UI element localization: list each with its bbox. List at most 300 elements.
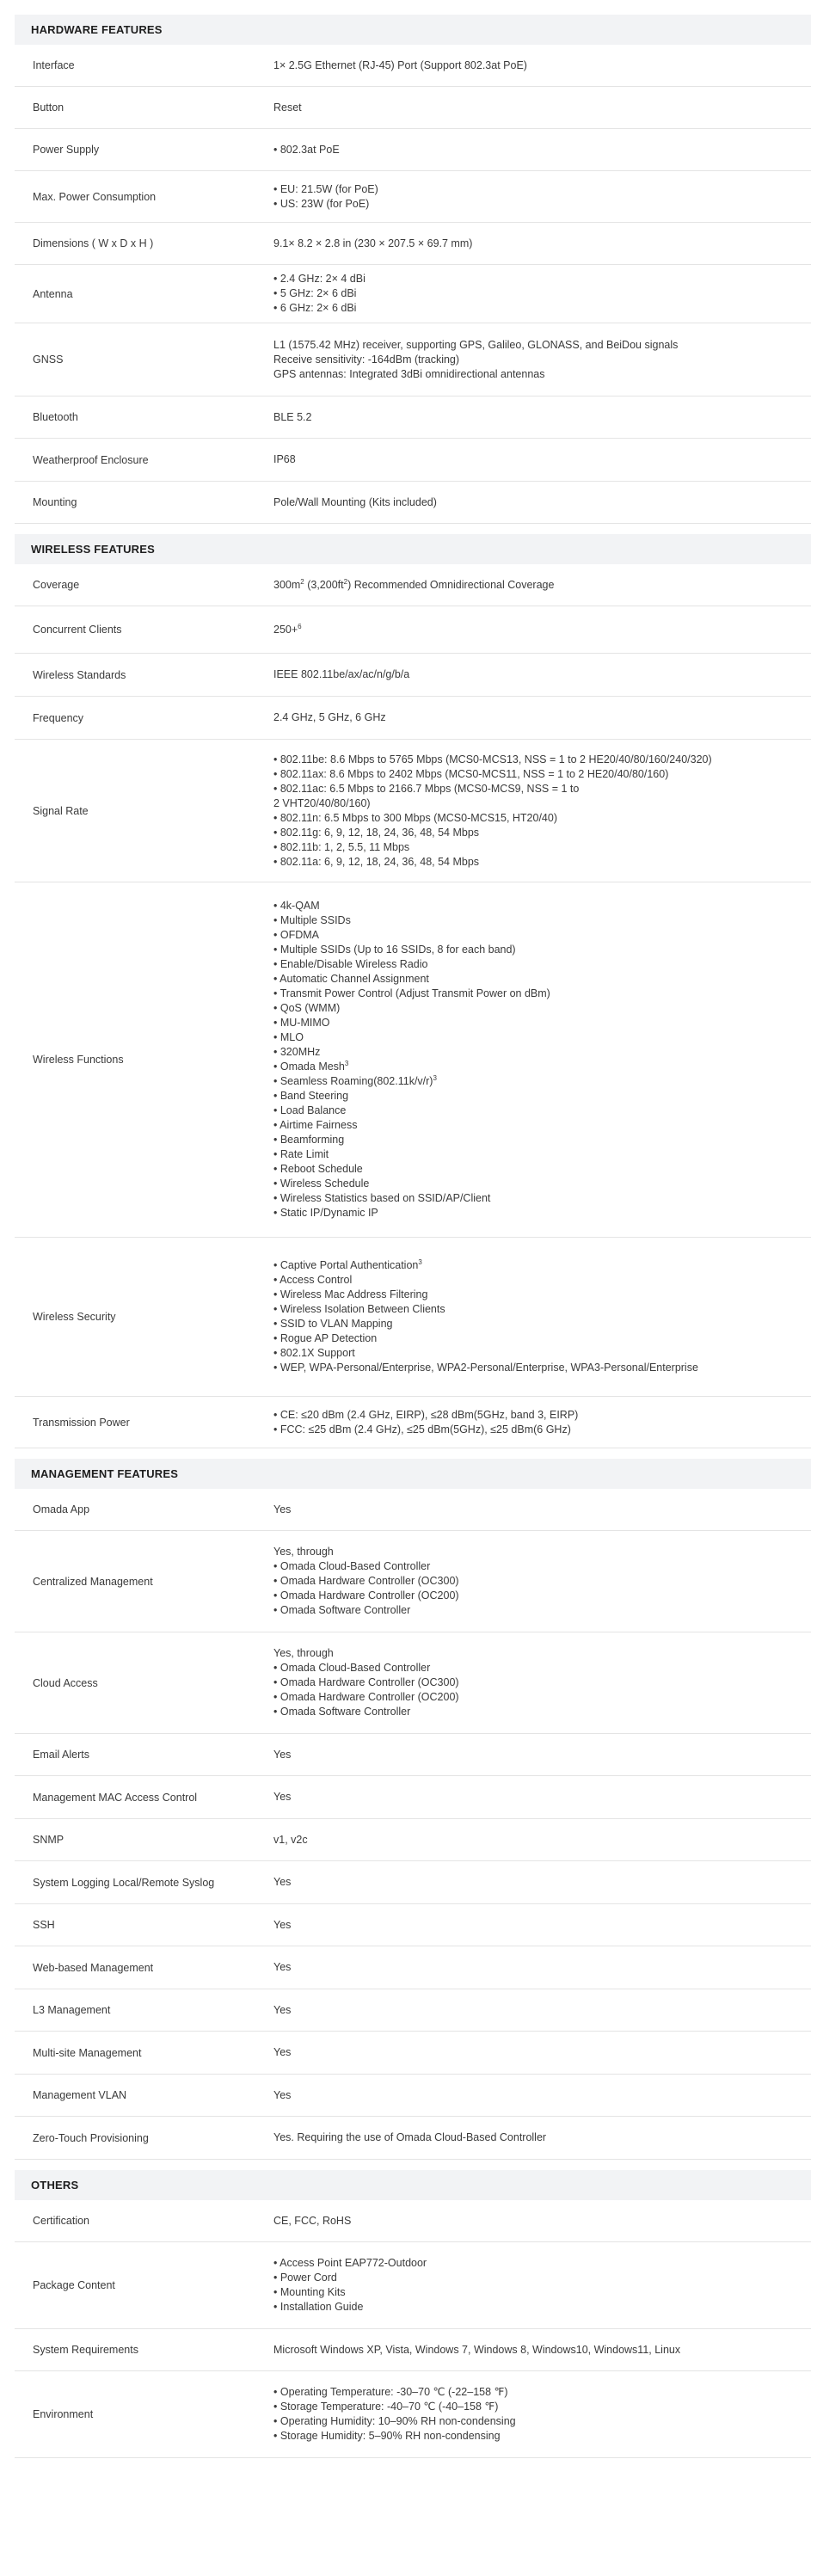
spec-value xyxy=(273,753,811,870)
spec-value-line xyxy=(273,1206,794,1220)
spec-text: Yes xyxy=(273,1791,292,1803)
spec-row-transmission-power xyxy=(15,1397,811,1448)
spec-row-power-supply xyxy=(15,129,811,171)
spec-label: Weatherproof Enclosure xyxy=(33,453,149,466)
spec-value-line xyxy=(273,2088,794,2103)
spec-row-wireless-standards xyxy=(15,654,811,697)
spec-text: • Seamless Roaming(802.11k/v/r) xyxy=(273,1075,433,1087)
spec-row-max-power-consumption xyxy=(15,171,811,223)
spec-row-zero-touch-provisioning xyxy=(15,2117,811,2160)
spec-text: • Wireless Schedule xyxy=(273,1177,370,1190)
spec-value xyxy=(273,2385,811,2444)
spec-text: • Operating Temperature: -30–70 ℃ (-22–158 ℉) xyxy=(273,2386,508,2398)
spec-text: • 320MHz xyxy=(273,1046,321,1058)
spec-value-line xyxy=(273,1133,794,1147)
spec-value xyxy=(273,623,811,637)
spec-value-line xyxy=(273,782,794,796)
spec-value-line xyxy=(273,943,794,957)
spec-text: BLE 5.2 xyxy=(273,410,312,423)
spec-value-line xyxy=(273,338,794,353)
spec-value xyxy=(273,1790,811,1804)
spec-value-line xyxy=(273,1748,794,1762)
spec-value xyxy=(273,2130,811,2145)
footnote-marker: 3 xyxy=(418,1257,422,1266)
spec-value-line xyxy=(273,182,794,197)
spec-value xyxy=(273,1960,811,1975)
spec-text: 2.4 GHz, 5 GHz, 6 GHz xyxy=(273,711,386,723)
spec-value xyxy=(273,237,811,251)
spec-value-line xyxy=(273,1559,794,1574)
spec-text: • 2.4 GHz: 2× 4 dBi xyxy=(273,273,366,285)
spec-value-line xyxy=(273,928,794,943)
spec-text: • Rogue AP Detection xyxy=(273,1332,378,1344)
spec-value-line xyxy=(273,1074,794,1089)
spec-label: Multi-site Management xyxy=(33,2046,142,2059)
spec-value-line xyxy=(273,1408,794,1423)
spec-row-certification xyxy=(15,2200,811,2242)
spec-value-line xyxy=(273,578,794,593)
spec-text: • Beamforming xyxy=(273,1134,345,1146)
spec-label: Concurrent Clients xyxy=(33,624,122,636)
spec-row-snmp xyxy=(15,1819,811,1861)
spec-value-line xyxy=(273,1001,794,1016)
spec-value-line xyxy=(273,1661,794,1675)
spec-label: Management VLAN xyxy=(33,2089,127,2101)
spec-text: • Load Balance xyxy=(273,1104,347,1116)
spec-text: • 6 GHz: 2× 6 dBi xyxy=(273,302,357,314)
spec-text: 9.1× 8.2 × 2.8 in (230 × 207.5 × 69.7 mm) xyxy=(273,237,473,249)
spec-text: • Wireless Statistics based on SSID/AP/Client xyxy=(273,1192,491,1204)
spec-row-web-based-management xyxy=(15,1946,811,1989)
spec-label: L3 Management xyxy=(33,2004,111,2016)
spec-label: Environment xyxy=(33,2408,94,2420)
spec-row-omada-app xyxy=(15,1489,811,1531)
spec-label: GNSS xyxy=(33,354,64,366)
spec-text: • Omada Software Controller xyxy=(273,1604,411,1616)
spec-text: • EU: 21.5W (for PoE) xyxy=(273,182,378,195)
spec-value xyxy=(273,1258,811,1375)
spec-row-interface xyxy=(15,45,811,87)
spec-text: • Omada Software Controller xyxy=(273,1706,411,1718)
spec-value-line xyxy=(273,1016,794,1030)
spec-value-line xyxy=(273,811,794,826)
spec-value-line xyxy=(273,1030,794,1045)
section-hardware-features xyxy=(15,15,811,524)
spec-value-line xyxy=(273,1302,794,1317)
spec-text: • Omada Hardware Controller (OC200) xyxy=(273,1589,459,1602)
spec-value-line xyxy=(273,301,794,316)
spec-label: Antenna xyxy=(33,287,73,300)
footnote-marker: 2 xyxy=(300,577,304,586)
spec-value-line xyxy=(273,272,794,286)
spec-value-line xyxy=(273,972,794,987)
spec-value-line xyxy=(273,1147,794,1162)
spec-label: Mounting xyxy=(33,496,77,508)
spec-value xyxy=(273,58,811,73)
spec-text: • 802.11n: 6.5 Mbps to 300 Mbps (MCS0-MCS15, HT20/40) xyxy=(273,811,557,824)
spec-row-antenna xyxy=(15,265,811,323)
spec-text: • Airtime Fairness xyxy=(273,1119,358,1131)
spec-row-weatherproof-enclosure xyxy=(15,439,811,482)
spec-row-system-logging-local-remote-syslog xyxy=(15,1861,811,1904)
spec-value-line xyxy=(273,957,794,972)
spec-value xyxy=(273,101,811,115)
footnote-marker: 3 xyxy=(433,1073,437,1082)
spec-value xyxy=(273,1545,811,1618)
spec-value-line xyxy=(273,1503,794,1517)
spec-text: • Static IP/Dynamic IP xyxy=(273,1207,378,1219)
spec-label: Omada App xyxy=(33,1503,90,1515)
spec-value-line xyxy=(273,1045,794,1060)
spec-value xyxy=(273,495,811,510)
spec-label: Signal Rate xyxy=(33,804,89,817)
spec-value xyxy=(273,1646,811,1719)
spec-row-system-requirements xyxy=(15,2329,811,2371)
spec-text: • Omada Hardware Controller (OC300) xyxy=(273,1676,459,1688)
spec-label: Wireless Standards xyxy=(33,668,126,681)
spec-value-line xyxy=(273,286,794,301)
spec-text: • Rate Limit xyxy=(273,1148,329,1160)
spec-row-l3-management xyxy=(15,1989,811,2032)
spec-value-line xyxy=(273,2300,794,2315)
spec-value-line xyxy=(273,353,794,367)
spec-value-line xyxy=(273,899,794,913)
spec-label: Interface xyxy=(33,59,75,71)
spec-value xyxy=(273,2256,811,2315)
spec-label: Certification xyxy=(33,2215,89,2227)
section-header: MANAGEMENT FEATURES xyxy=(15,1459,811,1489)
spec-value-line xyxy=(273,1361,794,1375)
spec-text: • 802.11ax: 8.6 Mbps to 2402 Mbps (MCS0-MCS11, NSS = 1 to 2 HE20/40/80/160) xyxy=(273,767,669,780)
spec-row-wireless-functions xyxy=(15,882,811,1238)
spec-value xyxy=(273,2045,811,2060)
spec-row-cloud-access xyxy=(15,1632,811,1734)
spec-value-line xyxy=(273,710,794,725)
spec-value xyxy=(273,2343,811,2358)
spec-value-line xyxy=(273,1918,794,1933)
spec-text: • Storage Humidity: 5–90% RH non-condensing xyxy=(273,2430,501,2442)
spec-text: • 5 GHz: 2× 6 dBi xyxy=(273,287,357,299)
spec-label: Email Alerts xyxy=(33,1749,89,1761)
spec-value-line xyxy=(273,753,794,767)
spec-value-line xyxy=(273,987,794,1001)
spec-value xyxy=(273,1875,811,1890)
spec-label: Package Content xyxy=(33,2279,115,2291)
spec-row-environment xyxy=(15,2371,811,2458)
spec-text: IEEE 802.11be/ax/ac/n/g/b/a xyxy=(273,668,410,680)
spec-text: Yes xyxy=(273,1503,292,1515)
spec-text: • US: 23W (for PoE) xyxy=(273,197,370,210)
spec-row-email-alerts xyxy=(15,1734,811,1776)
spec-value-line xyxy=(273,1317,794,1331)
spec-label: Zero-Touch Provisioning xyxy=(33,2131,149,2144)
spec-text: L1 (1575.42 MHz) receiver, supporting GPS, Galileo, GLONASS, and BeiDou signals xyxy=(273,338,679,351)
spec-text: • Access Control xyxy=(273,1274,353,1286)
spec-text: 300m xyxy=(273,578,301,591)
spec-row-gnss xyxy=(15,323,811,397)
spec-value-line xyxy=(273,1423,794,1437)
spec-text: 2 VHT20/40/80/160) xyxy=(273,796,371,809)
spec-value-line xyxy=(273,1346,794,1361)
spec-value-line xyxy=(273,2285,794,2300)
spec-row-management-vlan xyxy=(15,2075,811,2117)
spec-value-line xyxy=(273,1331,794,1346)
spec-text: GPS antennas: Integrated 3dBi omnidirectional antennas xyxy=(273,367,545,380)
spec-value xyxy=(273,1408,811,1437)
spec-row-centralized-management xyxy=(15,1531,811,1632)
spec-text: • QoS (WMM) xyxy=(273,1002,341,1014)
spec-row-wireless-security xyxy=(15,1238,811,1397)
spec-text: • OFDMA xyxy=(273,929,319,941)
spec-value xyxy=(273,272,811,316)
spec-value-line xyxy=(273,1104,794,1118)
section-management-features xyxy=(15,1459,811,2160)
spec-value xyxy=(273,410,811,425)
spec-value-line xyxy=(273,58,794,73)
spec-text: • MLO xyxy=(273,1031,304,1043)
spec-value xyxy=(273,899,811,1220)
spec-value xyxy=(273,1833,811,1847)
spec-text: • Captive Portal Authentication xyxy=(273,1259,419,1271)
spec-label: Max. Power Consumption xyxy=(33,190,157,203)
spec-value-line xyxy=(273,495,794,510)
spec-text: IP68 xyxy=(273,453,296,465)
spec-value-line xyxy=(273,855,794,870)
spec-text: Yes xyxy=(273,2088,292,2101)
spec-label: Management MAC Access Control xyxy=(33,1791,198,1804)
spec-text: • Mounting Kits xyxy=(273,2286,346,2298)
section-header: HARDWARE FEATURES xyxy=(15,15,811,45)
spec-value-line xyxy=(273,2343,794,2358)
spec-text: • 802.3at PoE xyxy=(273,143,340,156)
spec-value-line xyxy=(273,796,794,811)
spec-text: • 802.1X Support xyxy=(273,1347,355,1359)
spec-value xyxy=(273,182,811,212)
spec-value-line xyxy=(273,2429,794,2444)
spec-label: Cloud Access xyxy=(33,1676,98,1689)
spec-row-dimensions-w-x-d-x-h xyxy=(15,223,811,265)
spec-text: • 802.11ac: 6.5 Mbps to 2166.7 Mbps (MCS0-MCS9, NSS = 1 to xyxy=(273,782,580,795)
spec-value xyxy=(273,1748,811,1762)
spec-value-line xyxy=(273,1603,794,1618)
spec-text: v1, v2c xyxy=(273,1833,308,1846)
spec-value-line xyxy=(273,1705,794,1719)
spec-text: • Reboot Schedule xyxy=(273,1163,363,1175)
spec-value xyxy=(273,2088,811,2103)
spec-value xyxy=(273,710,811,725)
spec-text: (3,200ft xyxy=(304,578,344,591)
spec-text: Yes xyxy=(273,1918,292,1931)
spec-text: • Omada Mesh xyxy=(273,1061,345,1073)
spec-label: Bluetooth xyxy=(33,411,78,423)
spec-value-line xyxy=(273,2400,794,2414)
spec-row-frequency xyxy=(15,697,811,740)
spec-row-button xyxy=(15,87,811,129)
spec-text: • CE: ≤20 dBm (2.4 GHz, EIRP), ≤28 dBm(5GHz, band 3, EIRP) xyxy=(273,1408,579,1421)
spec-label: Transmission Power xyxy=(33,1416,130,1429)
spec-label: System Requirements xyxy=(33,2344,138,2356)
section-others xyxy=(15,2170,811,2458)
spec-value-line xyxy=(273,197,794,212)
spec-row-multi-site-management xyxy=(15,2032,811,2075)
spec-text: • Band Steering xyxy=(273,1090,349,1102)
spec-row-management-mac-access-control xyxy=(15,1776,811,1819)
spec-row-mounting xyxy=(15,482,811,524)
spec-value-line xyxy=(273,1162,794,1177)
spec-label: Wireless Functions xyxy=(33,1054,124,1066)
spec-value-line xyxy=(273,1191,794,1206)
spec-text: ) Recommended Omnidirectional Coverage xyxy=(347,578,555,591)
spec-label: Frequency xyxy=(33,711,84,724)
spec-value-line xyxy=(273,1060,794,1074)
spec-value-line xyxy=(273,1118,794,1133)
spec-value-line xyxy=(273,2130,794,2145)
spec-row-package-content xyxy=(15,2242,811,2329)
spec-text: Reset xyxy=(273,101,302,114)
spec-label: Power Supply xyxy=(33,144,100,156)
spec-value-line xyxy=(273,367,794,382)
spec-text: • FCC: ≤25 dBm (2.4 GHz), ≤25 dBm(5GHz), ≤25 dBm(6 GHz) xyxy=(273,1423,571,1436)
spec-text: • Multiple SSIDs (Up to 16 SSIDs, 8 for each band) xyxy=(273,944,516,956)
spec-text: • Automatic Channel Assignment xyxy=(273,973,429,985)
spec-text: Yes xyxy=(273,2003,292,2016)
spec-value-line xyxy=(273,2414,794,2429)
spec-value-line xyxy=(273,452,794,467)
spec-text: Yes, through xyxy=(273,1647,334,1659)
spec-value-line xyxy=(273,767,794,782)
spec-text: • WEP, WPA-Personal/Enterprise, WPA2-Personal/Enterprise, WPA3-Personal/Enterprise xyxy=(273,1362,698,1374)
spec-text: • 802.11g: 6, 9, 12, 18, 24, 36, 48, 54 Mbps xyxy=(273,826,480,839)
spec-text: • Storage Temperature: -40–70 ℃ (-40–158 ℉) xyxy=(273,2401,499,2413)
spec-value-line xyxy=(273,237,794,251)
spec-text: Microsoft Windows XP, Vista, Windows 7, Windows 8, Windows10, Windows11, Linux xyxy=(273,2343,681,2356)
spec-value xyxy=(273,1503,811,1517)
spec-text: • Transmit Power Control (Adjust Transmit Power on dBm) xyxy=(273,987,550,999)
spec-text: • SSID to VLAN Mapping xyxy=(273,1318,393,1330)
spec-text: • 802.11be: 8.6 Mbps to 5765 Mbps (MCS0-MCS13, NSS = 1 to 2 HE20/40/80/160/240/320) xyxy=(273,753,712,765)
footnote-marker: 3 xyxy=(344,1059,349,1067)
spec-text: • Wireless Mac Address Filtering xyxy=(273,1288,428,1300)
spec-value-line xyxy=(273,1690,794,1705)
spec-text: • 802.11b: 1, 2, 5.5, 11 Mbps xyxy=(273,840,410,853)
spec-value-line xyxy=(273,1258,794,1273)
spec-value-line xyxy=(273,1960,794,1975)
section-wireless-features xyxy=(15,534,811,1448)
footnote-marker: 2 xyxy=(343,577,348,586)
spec-text: Yes xyxy=(273,1961,292,1973)
spec-value-line xyxy=(273,826,794,840)
spec-value xyxy=(273,667,811,682)
spec-value-line xyxy=(273,1545,794,1559)
spec-text: 250+ xyxy=(273,623,298,636)
spec-value-line xyxy=(273,1675,794,1690)
spec-value xyxy=(273,2214,811,2229)
spec-label: SSH xyxy=(33,1919,55,1931)
spec-value-line xyxy=(273,2003,794,2018)
spec-text: Yes xyxy=(273,2046,292,2058)
spec-row-ssh xyxy=(15,1904,811,1946)
spec-text: Pole/Wall Mounting (Kits included) xyxy=(273,495,437,508)
spec-value-line xyxy=(273,913,794,928)
spec-text: CE, FCC, RoHS xyxy=(273,2214,352,2227)
spec-value-line xyxy=(273,1273,794,1288)
spec-value-line xyxy=(273,2385,794,2400)
spec-value-line xyxy=(273,410,794,425)
spec-text: Yes. Requiring the use of Omada Cloud-Based Controller xyxy=(273,2131,547,2143)
spec-label: Wireless Security xyxy=(33,1311,116,1323)
spec-value-line xyxy=(273,1177,794,1191)
spec-text: • 802.11a: 6, 9, 12, 18, 24, 36, 48, 54 Mbps xyxy=(273,855,480,868)
spec-text: Receive sensitivity: -164dBm (tracking) xyxy=(273,353,460,366)
spec-text: • MU-MIMO xyxy=(273,1017,330,1029)
spec-label: Dimensions ( W x D x H ) xyxy=(33,237,154,249)
spec-text: • Wireless Isolation Between Clients xyxy=(273,1303,445,1315)
section-header: OTHERS xyxy=(15,2170,811,2200)
spec-label: SNMP xyxy=(33,1834,64,1846)
spec-value-line xyxy=(273,2045,794,2060)
spec-value-line xyxy=(273,1833,794,1847)
spec-label: Centralized Management xyxy=(33,1575,153,1588)
spec-text: Yes, through xyxy=(273,1546,334,1558)
spec-value-line xyxy=(273,623,794,637)
spec-value xyxy=(273,143,811,157)
spec-value-line xyxy=(273,1790,794,1804)
spec-value xyxy=(273,452,811,467)
spec-label: Coverage xyxy=(33,579,80,591)
spec-text: • Multiple SSIDs xyxy=(273,914,351,926)
spec-value-line xyxy=(273,101,794,115)
spec-value-line xyxy=(273,1875,794,1890)
spec-value-line xyxy=(273,840,794,855)
spec-text: • Omada Hardware Controller (OC200) xyxy=(273,1691,459,1703)
section-header: WIRELESS FEATURES xyxy=(15,534,811,564)
spec-text: • Installation Guide xyxy=(273,2301,364,2313)
spec-value-line xyxy=(273,2256,794,2271)
spec-label: Web-based Management xyxy=(33,1961,154,1974)
spec-text: • Omada Hardware Controller (OC300) xyxy=(273,1575,459,1587)
spec-text: • Enable/Disable Wireless Radio xyxy=(273,958,428,970)
spec-row-concurrent-clients xyxy=(15,606,811,654)
spec-value-line xyxy=(273,1589,794,1603)
footnote-marker: 6 xyxy=(298,622,302,630)
spec-text: 1× 2.5G Ethernet (RJ-45) Port (Support 802.3at PoE) xyxy=(273,58,527,71)
spec-text: • Access Point EAP772-Outdoor xyxy=(273,2257,427,2269)
spec-value-line xyxy=(273,1574,794,1589)
spec-text: • Omada Cloud-Based Controller xyxy=(273,1560,431,1572)
spec-value xyxy=(273,578,811,593)
spec-text: • Operating Humidity: 10–90% RH non-condensing xyxy=(273,2415,516,2427)
spec-text: • Power Cord xyxy=(273,2272,337,2284)
spec-text: • Omada Cloud-Based Controller xyxy=(273,1662,431,1674)
spec-label: System Logging Local/Remote Syslog xyxy=(33,1876,215,1889)
spec-text: • 4k-QAM xyxy=(273,900,320,912)
spec-value-line xyxy=(273,667,794,682)
spec-value-line xyxy=(273,1288,794,1302)
spec-value-line xyxy=(273,1646,794,1661)
spec-value-line xyxy=(273,143,794,157)
spec-row-signal-rate xyxy=(15,740,811,882)
spec-row-coverage xyxy=(15,564,811,606)
spec-text: Yes xyxy=(273,1876,292,1888)
spec-value-line xyxy=(273,2214,794,2229)
spec-text: Yes xyxy=(273,1748,292,1761)
spec-value xyxy=(273,2003,811,2018)
spec-value xyxy=(273,1918,811,1933)
spec-value xyxy=(273,338,811,382)
spec-value-line xyxy=(273,2271,794,2285)
spec-value-line xyxy=(273,1089,794,1104)
spec-row-bluetooth xyxy=(15,397,811,439)
